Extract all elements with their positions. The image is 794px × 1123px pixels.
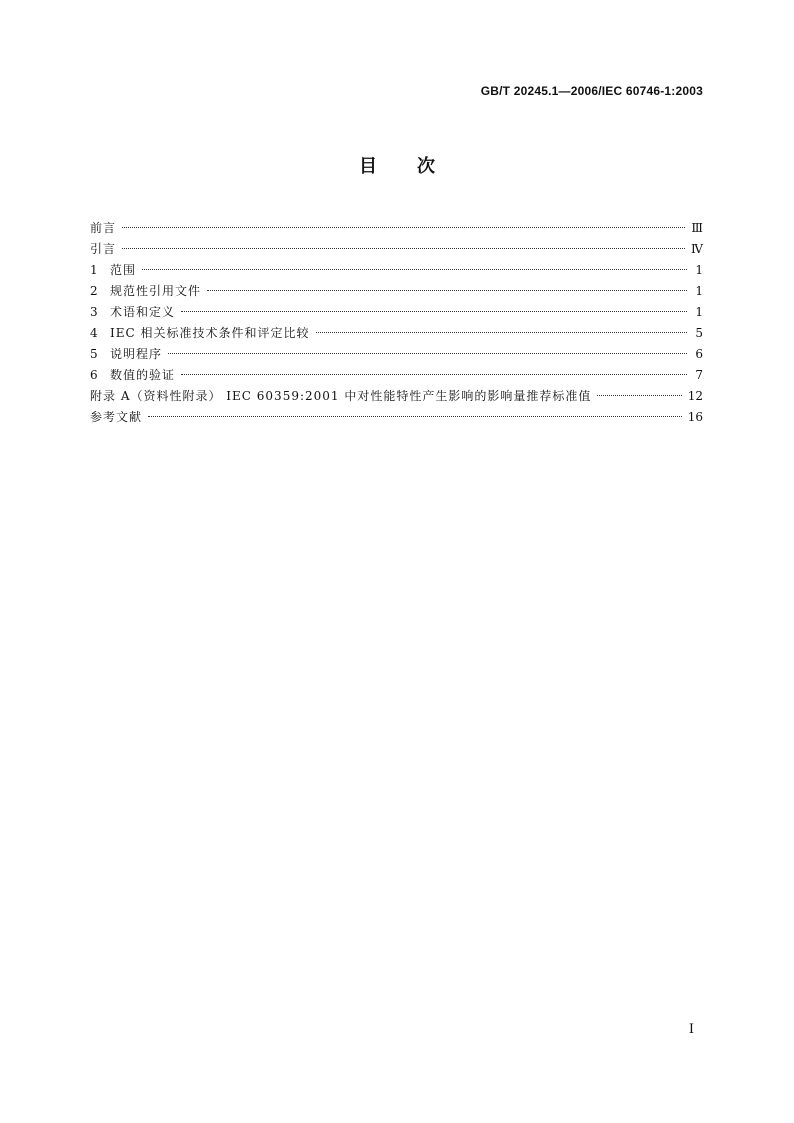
toc-entry-page: 1 <box>695 263 703 277</box>
toc-leader-dots <box>181 374 687 375</box>
toc-entry-normative-references[interactable] <box>90 281 703 302</box>
toc-entry-iec-comparison[interactable] <box>90 323 703 344</box>
toc-entry-label: 附录 A（资料性附录） IEC 60359:2001 中对性能特性产生影响的影响量推荐标准值 <box>90 389 592 403</box>
toc-entry-procedure[interactable] <box>90 344 703 365</box>
toc-entry-introduction[interactable] <box>90 239 703 260</box>
toc-entry-label: 引言 <box>90 242 117 256</box>
page-number: I <box>688 1022 694 1037</box>
toc-leader-dots <box>168 353 687 354</box>
toc-leader-dots <box>122 227 685 228</box>
toc-entry-label: 说明程序 <box>110 347 163 361</box>
standard-code-header: GB/T 20245.1—2006/IEC 60746-1:2003 <box>480 84 703 98</box>
toc-entry-label: 规范性引用文件 <box>110 284 202 298</box>
toc-leader-dots <box>122 248 685 249</box>
toc-entry-label: 前言 <box>90 221 117 235</box>
toc-list <box>90 218 703 428</box>
toc-leader-dots <box>597 395 681 396</box>
toc-entry-bibliography[interactable] <box>90 407 703 428</box>
toc-entry-label: 范围 <box>110 263 137 277</box>
toc-entry-number: 4 <box>90 326 98 340</box>
toc-entry-preface[interactable] <box>90 218 703 239</box>
toc-entry-terms-definitions[interactable] <box>90 302 703 323</box>
toc-leader-dots <box>316 332 688 333</box>
toc-entry-number: 3 <box>90 305 98 319</box>
toc-title-left: 目 <box>359 156 377 177</box>
toc-entry-page: 1 <box>695 284 703 298</box>
toc-entry-number: 5 <box>90 347 98 361</box>
toc-entry-label: 参考文献 <box>90 410 143 424</box>
toc-entry-label: 术语和定义 <box>110 305 176 319</box>
toc-leader-dots <box>148 416 682 417</box>
toc-entry-number: 2 <box>90 284 98 298</box>
toc-entry-page: 12 <box>687 389 703 403</box>
toc-title <box>0 152 794 178</box>
toc-entry-number: 6 <box>90 368 98 382</box>
toc-entry-page: 7 <box>695 368 703 382</box>
toc-entry-page: 1 <box>695 305 703 319</box>
toc-title-right: 次 <box>417 156 435 177</box>
toc-entry-annex-a[interactable] <box>90 386 703 407</box>
toc-entry-page: 16 <box>687 410 703 424</box>
toc-entry-verification[interactable] <box>90 365 703 386</box>
toc-entry-page: 6 <box>695 347 703 361</box>
toc-leader-dots <box>207 290 687 291</box>
toc-entry-page: Ⅲ <box>691 221 703 235</box>
toc-entry-label: 数值的验证 <box>110 368 176 382</box>
toc-entry-page: 5 <box>695 326 703 340</box>
toc-entry-page: Ⅳ <box>691 242 703 256</box>
toc-entry-number: 1 <box>90 263 98 277</box>
toc-leader-dots <box>142 269 687 270</box>
toc-entry-label: IEC 相关标准技术条件和评定比较 <box>110 326 310 340</box>
toc-entry-scope[interactable] <box>90 260 703 281</box>
toc-leader-dots <box>181 311 687 312</box>
